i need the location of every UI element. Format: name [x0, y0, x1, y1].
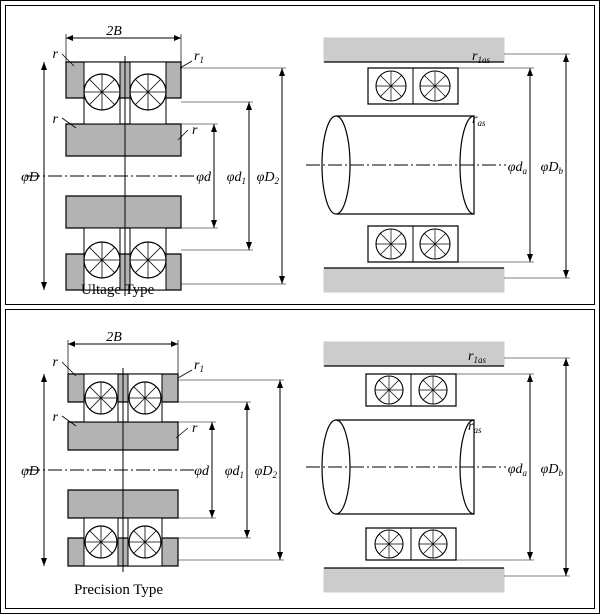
- inner-ring-upper: [66, 124, 181, 156]
- label-d1: $\varphi d_1$: [224, 464, 244, 480]
- label-r1as: $r_{1as}$: [468, 349, 486, 365]
- dim-width-arrow-right: [171, 341, 178, 347]
- label-r-upper-left: r: [52, 355, 58, 370]
- dim-d1-arrow-top: [244, 402, 250, 410]
- housing-block-lower: [324, 568, 504, 592]
- label-r-left-lower: r: [52, 112, 58, 127]
- dim-D2-arrow-bottom: [279, 276, 285, 284]
- label-outer-dia: φD: [21, 464, 39, 479]
- dim-da-arrow-bottom: [527, 552, 533, 560]
- label-width-2B: 2B: [106, 330, 122, 345]
- label-bore-dia: φd: [196, 170, 211, 185]
- inner-ring-lower: [66, 196, 181, 228]
- panel-caption-ultage: Ultage Type: [81, 282, 155, 298]
- bearing-cross-section-top: [21, 24, 286, 296]
- dim-bore-arrow-bottom: [209, 510, 215, 518]
- dim-d1-arrow-bottom: [246, 242, 252, 250]
- dim-Db-arrow-top: [563, 358, 569, 366]
- panel-precision-type: [5, 309, 595, 609]
- shaft-housing-mounting-top: [306, 38, 570, 292]
- bearing-cross-section-bottom: [21, 330, 284, 572]
- label-ras: $r_{as}$: [468, 419, 482, 435]
- label-ras: $r_{as}$: [472, 112, 486, 128]
- label-r-inner: r: [192, 123, 198, 138]
- housing-block-lower: [324, 268, 504, 292]
- leader-r1: [180, 61, 192, 68]
- dim-D2-arrow-top: [279, 68, 285, 76]
- label-D2: $\varphi D_2$: [254, 464, 277, 480]
- dim-bore-arrow-top: [211, 124, 217, 132]
- panel-top-drawing: [6, 6, 594, 304]
- dim-d1-arrow-bottom: [244, 530, 250, 538]
- dim-Db-arrow-bottom: [563, 270, 569, 278]
- label-r1: $r_1$: [194, 49, 204, 65]
- panel-ultage-type: [5, 5, 595, 305]
- dim-outer-dia-arrow-bottom: [41, 558, 47, 566]
- dim-width-arrow-left: [68, 341, 75, 347]
- dim-da-arrow-top: [527, 68, 533, 76]
- dim-da-arrow-top: [527, 374, 533, 382]
- dim-outer-dia-arrow-bottom: [41, 282, 47, 290]
- label-bore-dia: φd: [194, 464, 209, 479]
- dim-outer-dia-arrow-top: [41, 62, 47, 70]
- dim-width-arrow-right: [174, 35, 181, 41]
- dim-D2-arrow-bottom: [277, 552, 283, 560]
- dim-Db-arrow-top: [563, 54, 569, 62]
- dim-width-arrow-left: [66, 35, 73, 41]
- label-r-upper-left: r: [52, 47, 58, 62]
- dim-bore-arrow-top: [209, 422, 215, 430]
- label-r-left-lower: r: [52, 410, 58, 425]
- label-D2: $\varphi D_2$: [256, 170, 279, 186]
- dim-d1-arrow-top: [246, 102, 252, 110]
- label-r1as: $r_{1as}$: [472, 49, 490, 65]
- shaft-housing-mounting-bottom: [306, 342, 570, 592]
- label-outer-dia: φD: [21, 170, 39, 185]
- panel-caption-precision: Precision Type: [74, 582, 164, 598]
- label-width-2B: 2B: [106, 24, 122, 39]
- label-r-inner: r: [192, 421, 198, 436]
- leader-r1: [178, 370, 192, 378]
- label-da: $\varphi d_a$: [507, 160, 527, 176]
- dim-Db-arrow-bottom: [563, 568, 569, 576]
- dim-bore-arrow-bottom: [211, 220, 217, 228]
- label-da: $\varphi d_a$: [507, 462, 527, 478]
- label-d1: $\varphi d_1$: [226, 170, 246, 186]
- dim-da-arrow-bottom: [527, 254, 533, 262]
- dim-D2-arrow-top: [277, 380, 283, 388]
- label-Db: $\varphi D_b$: [540, 462, 563, 478]
- dim-outer-dia-arrow-top: [41, 374, 47, 382]
- label-Db: $\varphi D_b$: [540, 160, 563, 176]
- label-r1: $r_1$: [194, 358, 204, 374]
- panel-bottom-drawing: [6, 310, 594, 608]
